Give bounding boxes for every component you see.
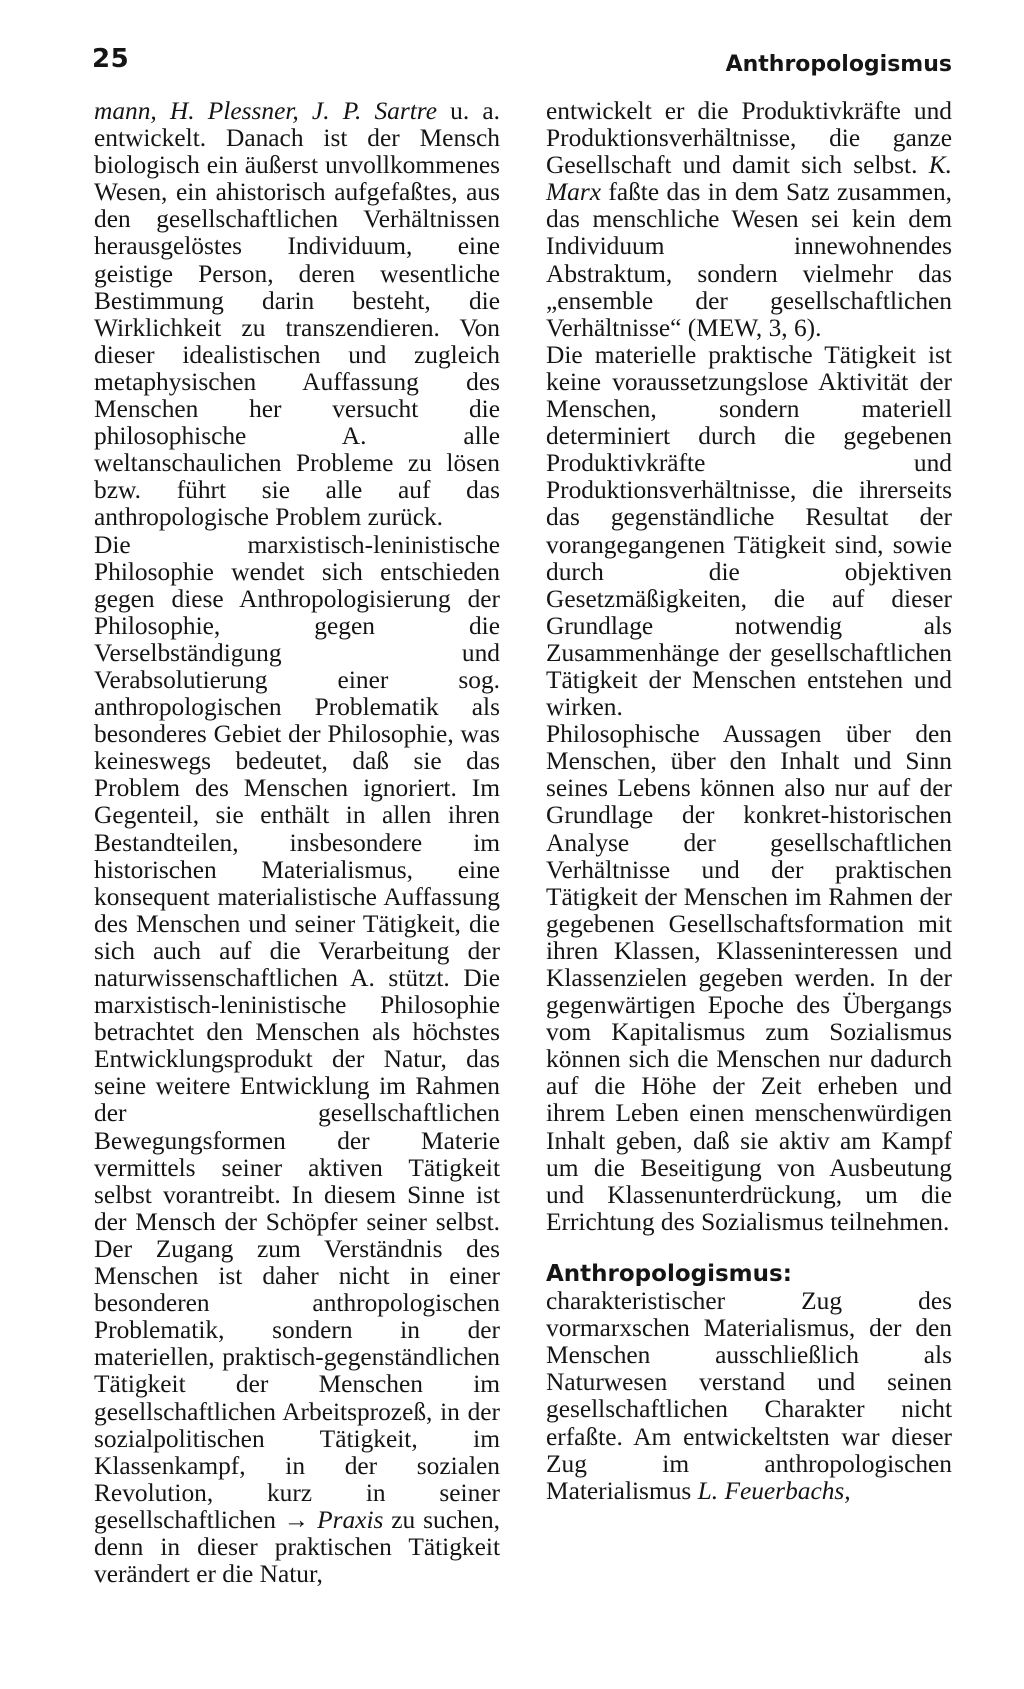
paragraph-text: u. a. entwickelt. Danach ist der Mensch biologisch ein äußerst unvollkommenes Wesen, ein ahistorisch aufgefaßtes, aus den gesellschaftlichen Verhältnissen herausgelöstes Individuum, eine geistige Person, deren wesentliche Bestimmung darin besteht, die Wirklichkeit zu transzendieren. Von dieser idealistischen und zugleich metaphysischen Auffassung des Menschen her versucht die philosophische A. alle weltanschaulichen Probleme zu lösen bzw. führt sie alle auf das anthropologische Problem zurück. bbox=[94, 97, 500, 532]
entry-headword: Anthropologismus: bbox=[546, 1260, 792, 1287]
paragraph-practical-activity: Die materielle praktische Tätigkeit ist keine voraussetzungslose Aktivität der Menschen, sondern materiell determiniert durch die gegebenen Produktivkräfte und Produktionsverhältnisse, die ihrerseits das gegenständliche Resultat der vorangegangenen Tätigkeit sind, sowie durch die objektiven Gesetzmäßigkeiten, die auf dieser Grundlage notwendig als Zusammenhänge der gesellschaftlichen Tätigkeit der Menschen entstehen und wirken. bbox=[546, 340, 952, 722]
cross-reference-arrow-icon: → bbox=[283, 1505, 310, 1534]
author-name: L. Feuerbachs, bbox=[697, 1476, 851, 1505]
paragraph-marxist-view bbox=[94, 532, 500, 1589]
paragraph-text: zu suchen, denn in dieser praktischen Tätigkeit verändert er die Natur, bbox=[94, 1505, 500, 1589]
dictionary-entry bbox=[546, 1260, 952, 1505]
cross-reference-praxis[interactable]: Praxis bbox=[317, 1505, 384, 1534]
paragraph-continuation bbox=[94, 98, 500, 532]
paragraph-text: Die marxistisch-leninistische Philosophie wendet sich entschieden gegen diese Anthropologisierung der Philosophie, gegen die Verselbständigung und Verabsolutierung einer sog. anthropologischen Problematik als besonderes Gebiet der Philosophie, was keineswegs bedeutet, daß sie das Problem des Menschen ignoriert. Im Gegenteil, sie enthält in allen ihren Bestandteilen, insbesondere im historischen Materialismus, eine konsequent materialistische Auffassung des Menschen und seiner Tätigkeit, die sich auch auf die Verarbeitung der naturwissenschaftlichen A. stützt. Die marxistisch-leninistische Philosophie betrachtet den Menschen als höchstes Entwicklungsprodukt der Natur, das seine weitere Entwicklung im Rahmen der gesellschaftlichen Bewegungsformen der Materie vermittels seiner aktiven Tätigkeit selbst vorantreibt. In diesem Sinne ist der Mensch der Schöpfer seiner selbst. Der Zugang zum Verständnis des Menschen ist daher nicht in einer besonderen anthropologischen Problematik, sondern in der materiellen, praktisch-gegenständlichen Tätigkeit der Menschen im gesellschaftlichen Arbeitsprozeß, in der sozialpolitischen Tätigkeit, im Klassenkampf, in der sozialen Revolution, kurz in seiner gesellschaftlichen bbox=[94, 530, 500, 1534]
page-number: 25 bbox=[92, 44, 130, 74]
paragraph-text: entwickelt er die Produktivkräfte und Produktionsverhältnisse, die ganze Gesellschaft und damit sich selbst. bbox=[546, 97, 952, 180]
entry-separator bbox=[546, 1236, 952, 1260]
paragraph-text: faßte das in dem Satz zusammen, das menschliche Wesen sei kein dem Individuum innewohnendes Abstraktum, sondern vielmehr das „ensemble der gesellschaftlichen Verhältnisse“ (MEW, 3, 6). bbox=[546, 178, 952, 342]
left-column bbox=[94, 98, 500, 1588]
author-names: mann, H. Plessner, J. P. Sartre bbox=[94, 97, 437, 125]
paragraph-continuation bbox=[546, 98, 952, 342]
author-name: K. Marx bbox=[546, 151, 952, 207]
paragraph-philosophical-statements: Philosophische Aussagen über den Menschen, über den Inhalt und Sinn seines Lebens können also nur auf der Grundlage der konkret-historischen Analyse der gesellschaftlichen Verhältnisse und der praktischen Tätigkeit der Menschen im Rahmen der gegebenen Gesellschaftsformation mit ihren Klassen, Klasseninteressen und Klassenzielen gegeben werden. In der gegenwärtigen Epoche des Übergangs vom Kapitalismus zum Sozialismus können sich die Menschen nur dadurch auf die Höhe der Zeit erheben und ihrem Leben einen menschenwürdigen Inhalt geben, daß sie aktiv am Kampf um die Beseitigung von Ausbeutung und Klassenunterdrückung, um die Errichtung des Sozialismus teilnehmen. bbox=[546, 720, 952, 1236]
right-column bbox=[546, 98, 952, 1505]
running-title: Anthropologismus bbox=[725, 52, 952, 77]
entry-definition: charakteristischer Zug des vormarxschen Materialismus, der den Menschen ausschließlich als Naturwesen verstand und seinen gesellschaftlichen Charakter nicht erfaßte. Am entwickeltsten war dieser Zug im anthropologischen Materialismus bbox=[546, 1287, 952, 1505]
